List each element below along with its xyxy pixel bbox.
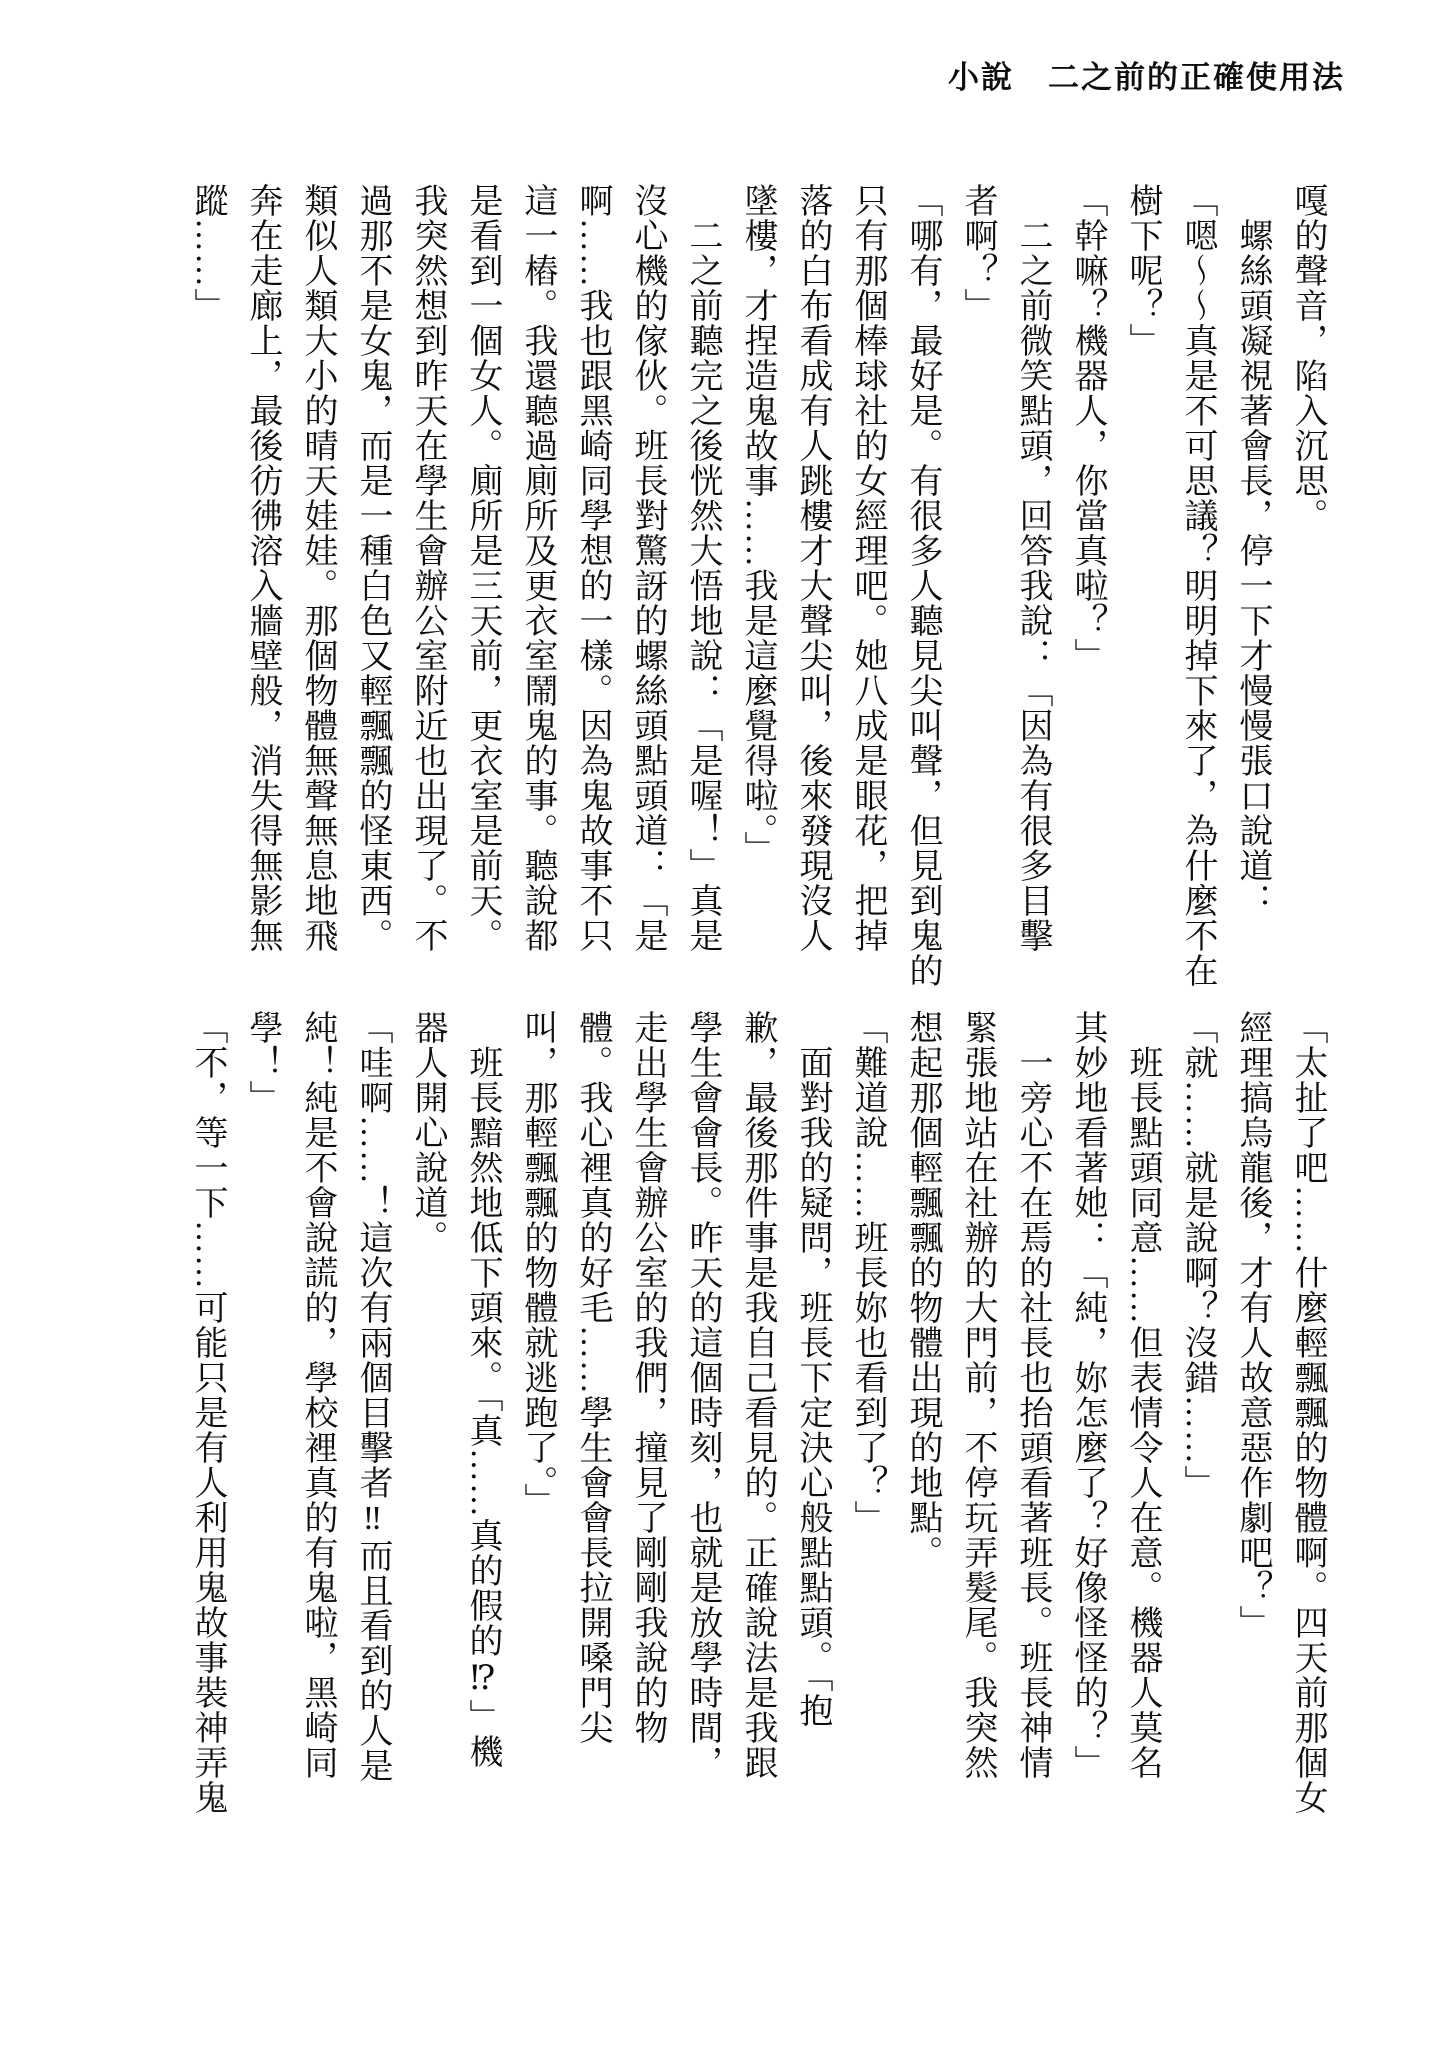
text-column: 二之前微笑點頭，回答我說：「因為有很多目擊: [1014, 183, 1051, 953]
text-column: 「不，等一下……可能只是有人利用鬼故事裝神弄鬼: [189, 1010, 226, 1815]
text-column: 器人開心說道。: [409, 1010, 446, 1255]
text-column: 者啊？」: [959, 183, 996, 323]
text-column: 是看到一個女人。廁所是三天前，更衣室是前天。: [464, 183, 501, 953]
text-column: 過那不是女鬼，而是一種白色又輕飄飄的怪東西。: [354, 183, 391, 953]
text-column: 「哇啊……！這次有兩個目擊者‼而且看到的人是: [354, 1010, 391, 1783]
text-column: 蹤……」: [189, 183, 226, 323]
text-column: 「幹嘛？機器人，你當真啦？」: [1069, 183, 1106, 673]
text-column: 螺絲頭凝視著會長，停一下才慢慢張口說道：: [1234, 183, 1271, 918]
text-column: 體。我心裡真的好毛……學生會會長拉開嗓門尖: [574, 1010, 611, 1745]
text-column: 走出學生會辦公室的我們，撞見了剛剛我說的物: [629, 1010, 666, 1745]
text-column: 其妙地看著她：「純，妳怎麼了？好像怪怪的？」: [1069, 1010, 1106, 1780]
text-column: 只有那個棒球社的女經理吧。她八成是眼花，把掉: [849, 183, 886, 953]
text-column: 二之前聽完之後恍然大悟地說：「是喔！」真是: [684, 183, 721, 953]
text-column: 想起那個輕飄飄的物體出現的地點。: [904, 1010, 941, 1570]
text-column: 叫，那輕飄飄的物體就逃跑了。」: [519, 1010, 556, 1518]
text-column: 班長點頭同意……但表情令人在意。機器人莫名: [1124, 1010, 1161, 1780]
lower-text-block: [180, 1010, 1335, 1845]
text-column: 這一樁。我還聽過廁所及更衣室鬧鬼的事。聽說都: [519, 183, 556, 953]
text-column: 純！純是不會說謊的，學校裡真的有鬼啦，黑崎同: [299, 1010, 336, 1780]
text-column: 我突然想到昨天在學生會辦公室附近也出現了。不: [409, 183, 446, 953]
text-column: 樹下呢？」: [1124, 183, 1161, 358]
text-column: 班長黯然地低下頭來。「真……真的假的⁉」機: [464, 1010, 501, 1769]
header-title: 二之前的正確使用法: [1048, 60, 1345, 95]
text-column: 歉，最後那件事是我自己看見的。正確說法是我跟: [739, 1010, 776, 1780]
text-column: 學生會會長。昨天的這個時刻，也就是放學時間，: [684, 1010, 721, 1780]
text-column: 面對我的疑問，班長下定決心般點點頭。「抱: [794, 1010, 831, 1728]
text-column: 「難道說……班長妳也看到了？」: [849, 1010, 886, 1535]
text-column: 緊張地站在社辦的大門前，不停玩弄髮尾。我突然: [959, 1010, 996, 1780]
text-column: 落的白布看成有人跳樓才大聲尖叫，後來發現沒人: [794, 183, 831, 953]
text-column: 「太扯了吧……什麼輕飄飄的物體啊。四天前那個女: [1289, 1010, 1326, 1815]
text-column: 類似人類大小的晴天娃娃。那個物體無聲無息地飛: [299, 183, 336, 953]
text-column: 嘎的聲音，陷入沉思。: [1289, 183, 1326, 533]
text-column: 一旁心不在焉的社長也抬頭看著班長。班長神情: [1014, 1010, 1051, 1780]
text-column: 沒心機的傢伙。班長對驚訝的螺絲頭點頭道：「是: [629, 183, 666, 953]
text-column: 「嗯～～真是不可思議？明明掉下來了，為什麼不在: [1179, 183, 1216, 988]
text-column: 學！」: [244, 1010, 281, 1115]
text-column: 墜樓，才捏造鬼故事……我是這麼覺得啦。」: [739, 183, 776, 866]
text-column: 經理搞烏龍後，才有人故意惡作劇吧？」: [1234, 1010, 1271, 1640]
text-column: 啊……我也跟黑崎同學想的一樣。因為鬼故事不只: [574, 183, 611, 953]
text-column: 「就……就是說啊？沒錯……」: [1179, 1010, 1216, 1500]
page-header: [948, 52, 1345, 97]
upper-text-block: [180, 183, 1335, 1003]
text-column: 奔在走廊上，最後彷彿溶入牆壁般，消失得無影無: [244, 183, 281, 953]
text-column: 「哪有，最好是。有很多人聽見尖叫聲，但見到鬼的: [904, 183, 941, 988]
header-category: 小說: [948, 60, 1014, 95]
